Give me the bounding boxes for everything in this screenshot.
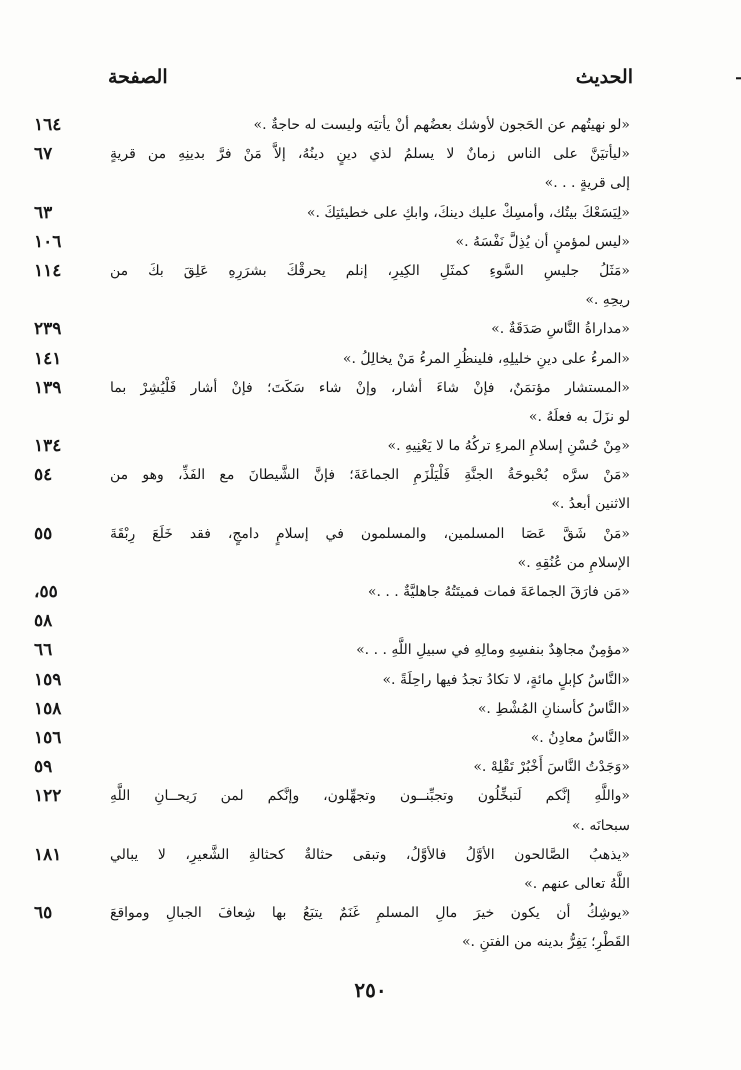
page-reference: ١٠٦	[34, 231, 62, 252]
hadith-text: «مِنْ حُسْنِ إسلامِ المرءِ تركُهُ ما لا يَعْنِيهِ .»	[387, 438, 630, 455]
index-line	[34, 432, 630, 461]
index-line	[34, 899, 630, 928]
index-line	[34, 607, 630, 636]
index-line	[34, 636, 630, 665]
index-line	[34, 724, 630, 753]
hadith-text: «مَنْ شَقَّ عَصَا المسلمين، والمسلمون في إسلامٍ دامجٍ، فقد خَلَعَ رِبْقَةَ	[110, 525, 630, 542]
page-reference: ١٤١	[34, 348, 62, 369]
index-line	[34, 315, 630, 344]
index-line	[34, 841, 630, 870]
hadith-text: «يوشِكُ أن يكون خيرَ مالِ المسلمِ غَنَمٌ يتبَعُ بها شِعافَ الجبالِ ومواقعَ	[110, 905, 630, 922]
hadith-text: «المستشار مؤتمَنٌ، فإنْ شاءَ أشار، وإنْ شاء سَكَتَ؛ فإنْ أشار فَلْيُشِرْ بما	[110, 379, 630, 396]
hadith-text: «مَثَلُ جليسِ السَّوءِ كمثَلِ الكِيرِ، إنلم يحرقْكَ بشرَرِهِ عَلِقَ بكَ من	[110, 262, 630, 279]
hadith-text: الاثنين أبعدُ .»	[551, 496, 630, 513]
page-reference: ١٣٤	[34, 436, 62, 457]
hadith-text: «النَّاسُ معادِنُ .»	[530, 729, 630, 746]
page-reference: ٦٥	[34, 903, 53, 924]
index-line	[112, 286, 630, 315]
hadith-text: «مَن فارَقَ الجماعَةَ فمات فميتَتُهُ جاهليَّةٌ . . .»	[367, 584, 630, 600]
hadith-index-list	[34, 111, 630, 957]
index-line	[34, 345, 630, 374]
page-reference: ١٨١	[34, 844, 62, 865]
page-column-label: الصفحة	[108, 66, 168, 88]
hadith-text: القَطْرِ؛ يَفِرُّ بدينه من الفتنِ .»	[461, 934, 630, 951]
index-line	[34, 753, 630, 782]
hadith-text: لو نزَلَ به فعلَهُ .»	[528, 408, 630, 425]
index-line	[34, 461, 630, 490]
index-line	[112, 812, 630, 841]
hadith-text: «النَّاسُ كأسنانِ المُشْطِ .»	[477, 700, 630, 717]
hadith-text: «النَّاسُ كإبلٍ مائةٍ، لا تكادُ تجدُ فيها راحِلَةً .»	[382, 671, 630, 688]
index-line	[112, 928, 630, 957]
page-reference: ٦٦	[34, 640, 53, 661]
index-line	[112, 870, 630, 899]
index-line	[34, 374, 630, 403]
hadith-text: إلى قريةٍ . . .»	[544, 175, 630, 192]
hadith-text: سبحانَه .»	[571, 817, 630, 834]
page-reference: ٦٣	[34, 202, 53, 223]
page-reference: ١١٤	[34, 260, 62, 281]
hadith-column-label: الحديث	[575, 66, 633, 88]
index-line	[34, 140, 630, 169]
page-reference: ١٢٢	[34, 786, 62, 807]
page-reference: ٥٤	[34, 465, 53, 486]
page-reference: ١٥٨	[34, 698, 62, 719]
hadith-text: «ليس لمؤمنٍ أن يُذِلَّ نَفْسَهُ .»	[455, 233, 630, 250]
index-line	[34, 257, 630, 286]
index-line	[34, 666, 630, 695]
page-reference: ٥٩	[34, 757, 53, 778]
page-reference: ١٦٤	[34, 115, 62, 135]
hadith-text: ريحِهِ .»	[585, 292, 630, 309]
index-line	[34, 782, 630, 811]
index-line	[34, 695, 630, 724]
hadith-text: «مَنْ سرَّه بُحْبوحَةُ الجنَّةِ فَلْيَلْزَمِ الجماعَةَ؛ فإنَّ الشَّيطانَ مع الفَذِّ، وهو من	[110, 467, 630, 484]
page-reference: ١٥٩	[34, 669, 62, 690]
index-line	[112, 549, 630, 578]
hadith-text: «لِيَسَعْكَ بيتُك، وأمسِكْ عليك دينكَ، وابكِ على خطيئتِكَ .»	[306, 204, 630, 221]
page-reference: ١٥٦	[34, 727, 62, 748]
index-line	[34, 228, 630, 257]
index-line	[112, 490, 630, 519]
index-line	[34, 199, 630, 228]
hadith-text: «وَجَدْتُ النَّاسَ أَخْبُرْ تَقْلِهْ .»	[473, 759, 630, 776]
hadith-text: «يذهبُ الصَّالحون الأوَّلُ فالأوَّلُ، وتبقى حثالةٌ كحثالةِ الشَّعيرِ، لا يبالي	[110, 846, 630, 863]
page-reference: ٥٨	[34, 611, 53, 632]
index-line	[34, 520, 630, 549]
hadith-text: «ليأتيَنَّ على الناس زمانٌ لا يسلمُ لذي دينٍ دينُهُ، إلاَّ مَنْ فرَّ بدينِهِ من قريةٍ	[110, 146, 630, 163]
page-reference: ٥٥	[34, 523, 53, 544]
hadith-text: الإسلامِ من عُنُقِهِ .»	[517, 554, 630, 571]
page-reference: ١٣٩	[34, 377, 62, 398]
hadith-text: «المرءُ على دينِ خليلِهِ، فلينظُرِ المرءُ مَنْ يخالِلُ .»	[342, 350, 630, 367]
page-reference: ٢٣٩	[34, 319, 62, 340]
hadith-text: «لو نهيتُهم عن الحَجون لأوشك بعضُهم أنْ يأتيَه وليست له حاجةٌ .»	[253, 117, 630, 133]
column-header	[108, 62, 633, 92]
hadith-text: «مداراةُ النَّاسِ صَدَقَةٌ .»	[491, 321, 630, 338]
page-reference: ٦٧	[34, 144, 53, 165]
hadith-text: «مؤمِنٌ مجاهِدٌ بنفسِهِ ومالِهِ في سبيلِ اللَّهِ . . .»	[356, 642, 630, 659]
page-reference: ٥٥،	[34, 582, 58, 602]
edge-mark: ـ	[736, 66, 741, 82]
index-line	[112, 403, 630, 432]
index-line	[34, 111, 630, 140]
hadith-text: «واللَّهِ إنَّكم لَتبخِّلُون وتجبِّنــون وتجهِّلون، وإنَّكم لمن رَيحــانِ اللَّهِ	[110, 788, 630, 805]
page-number: ٢٥٠	[354, 978, 387, 1002]
index-line	[34, 578, 630, 607]
hadith-text: اللَّهُ تعالى عنهم .»	[524, 875, 630, 892]
index-line	[112, 169, 630, 198]
